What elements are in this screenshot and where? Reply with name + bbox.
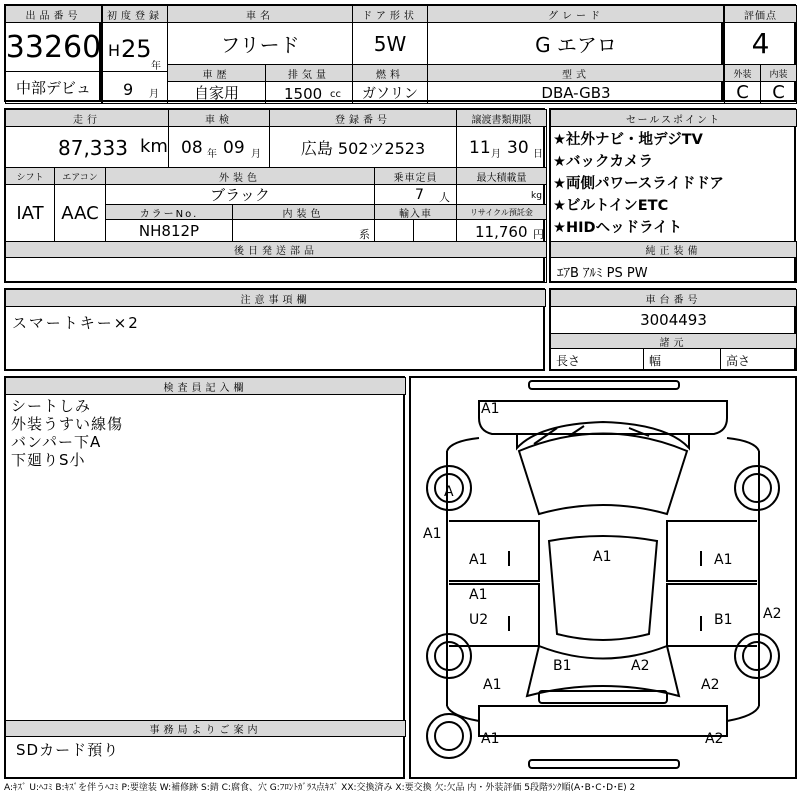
registration-number: 広島 502ツ2523 <box>269 126 457 168</box>
recycle-fee: 11,760 <box>475 223 528 241</box>
mark-a1-left-rear-door: A1 <box>469 587 488 603</box>
sales-point: ★両側パワースライドドア <box>553 176 724 192</box>
int-score: C <box>760 81 797 104</box>
later-parts-label: 後日発送部品 <box>5 241 547 258</box>
mileage-label: 走行 <box>5 109 169 127</box>
mark-a2-right-side: A2 <box>763 606 782 622</box>
mark-a1-left-fender: A1 <box>423 526 442 542</box>
cc-unit: cc <box>330 89 341 100</box>
chassis-number: 3004493 <box>550 306 797 334</box>
score-label: 評価点 <box>724 5 797 23</box>
grade: G エアロ <box>427 22 725 65</box>
grade-label: グレード <box>427 5 725 23</box>
door-label: ドア形状 <box>352 5 428 23</box>
km-unit: km <box>140 136 168 157</box>
mark-b1-rear-left: B1 <box>553 658 572 674</box>
equipment-label: 純正装備 <box>550 241 797 258</box>
month-unit: 月 <box>149 89 159 100</box>
door-type: 5W <box>352 22 428 65</box>
recycle-label: リサイクル預託金 <box>456 204 547 220</box>
mileage-cell <box>5 126 169 168</box>
chassis-label: 車台番号 <box>550 289 797 307</box>
sales-point: ★HIDヘッドライト <box>553 220 683 236</box>
sales-block <box>549 108 796 283</box>
fuel-label: 燃料 <box>352 64 428 82</box>
import-label: 輸入車 <box>374 204 457 220</box>
mark-a2-rear-bumper: A2 <box>705 731 724 747</box>
ext-color-label: 外装色 <box>105 167 375 185</box>
inspection-year-unit: 年 <box>207 149 217 160</box>
notes-text: スマートキー×2 <box>12 314 140 332</box>
details-block <box>4 108 545 283</box>
mark-a2-right-quarter: A2 <box>701 677 720 693</box>
mark-a1-left-quarter: A1 <box>483 677 502 693</box>
displacement: 1500 <box>284 85 323 103</box>
ext-score: C <box>724 81 761 104</box>
person-unit: 人 <box>439 191 450 204</box>
shift: IAT <box>5 184 55 242</box>
inspector-notes <box>11 397 123 469</box>
dims-label: 諸元 <box>550 333 797 349</box>
sales-points-list <box>553 129 724 239</box>
transfer-day-unit: 日 <box>533 149 543 160</box>
first-reg-year: 25 <box>121 35 152 63</box>
notes-label: 注意事項欄 <box>5 289 546 307</box>
width-label: 幅 <box>643 348 721 371</box>
ext-score-label: 外装 <box>724 64 761 82</box>
sales-points-label: セールスポイント <box>550 109 797 127</box>
max-load-cell <box>456 184 547 205</box>
notes-block <box>4 288 545 371</box>
chassis-block <box>549 288 796 371</box>
year-unit: 年 <box>151 61 161 72</box>
mark-a1-roof: A1 <box>593 549 612 565</box>
later-parts <box>5 257 547 283</box>
inspector-line: シートしみ <box>11 397 92 415</box>
inspector-block <box>4 376 405 779</box>
series-unit: 系 <box>359 228 370 241</box>
kg-unit: kg <box>531 191 542 201</box>
legend: A:ｷｽﾞ U:ﾍｺﾐ B:ｷｽﾞを伴うﾍｺﾐ P:要塗装 W:補修跡 S:錆 C:腐食、穴 G:ﾌﾛﾝﾄｶﾞﾗｽ点ｷｽﾞ XX:交換済み X:要交換 欠:欠品 内・外装評価 5段階ﾗﾝｸ順(A･B･C･D･E) 2 <box>4 783 636 793</box>
mark-a1-left-front-door: A1 <box>469 552 488 568</box>
equipment: ｴｱB ｱﾙﾐ PS PW <box>550 257 797 283</box>
first-reg-month: 9 <box>123 80 134 99</box>
color-no-label: カラーNo. <box>105 204 233 220</box>
transfer-cell <box>456 126 547 168</box>
mark-a2-rear-center: A2 <box>631 658 650 674</box>
inspection-label: 車検 <box>168 109 270 127</box>
fuel: ガソリン <box>352 81 428 104</box>
sales-point: ★社外ナビ・地デジTV <box>553 132 703 148</box>
registration-label: 登録番号 <box>269 109 457 127</box>
capacity: 7 <box>415 187 424 203</box>
mark-a-wheel: A <box>444 484 454 500</box>
history-label: 車歴 <box>167 64 266 82</box>
int-score-label: 内装 <box>760 64 797 82</box>
inspector-line: 外装うすい線傷 <box>11 415 124 433</box>
aircon-label: エアコン <box>54 167 106 185</box>
car-name-label: 車名 <box>167 5 353 23</box>
color-no: NH812P <box>105 219 233 242</box>
inspector-label: 検査員記入欄 <box>5 377 406 395</box>
model-code: DBA-GB3 <box>427 81 725 104</box>
mark-b1-right-rear: B1 <box>714 612 733 628</box>
mark-a1-right-front-door: A1 <box>714 552 733 568</box>
import-cell-b <box>413 219 457 242</box>
inspection-month: 09 <box>223 138 245 158</box>
transfer-label: 譲渡書類期限 <box>456 109 547 127</box>
office-text: SDカード預り <box>16 741 120 759</box>
capacity-cell <box>374 184 457 205</box>
yen-unit: 円 <box>533 228 544 241</box>
inspector-line: バンパー下A <box>11 433 102 451</box>
height-label: 高さ <box>720 348 797 371</box>
inspection-year: 08 <box>181 138 203 158</box>
ext-color: ブラック <box>105 184 375 205</box>
auction-event: 中部デビュ <box>5 71 102 104</box>
int-color-label: 内装色 <box>232 204 375 220</box>
vehicle-header <box>101 4 723 102</box>
header-block <box>4 4 101 102</box>
transfer-month: 11 <box>469 138 491 158</box>
inspection-cell <box>168 126 270 168</box>
capacity-label: 乗車定員 <box>374 167 457 185</box>
recycle-cell <box>456 219 547 242</box>
transfer-day: 30 <box>507 138 529 158</box>
mark-a1-rear-bumper: A1 <box>481 731 500 747</box>
model-label: 型式 <box>427 64 725 82</box>
overall-score: 4 <box>724 22 797 65</box>
import-cell-a <box>374 219 414 242</box>
lot-number: 33260 <box>5 22 102 72</box>
inspector-line: 下廻りS小 <box>11 451 86 469</box>
first-reg-month-cell <box>102 71 168 104</box>
damage-diagram <box>409 376 797 779</box>
first-reg-year-cell <box>102 22 168 72</box>
score-block <box>723 4 796 102</box>
int-color-cell <box>232 219 375 242</box>
mark-u2-left: U2 <box>469 612 489 628</box>
lot-label: 出品番号 <box>5 5 102 23</box>
office-label: 事務局よりご案内 <box>5 720 406 737</box>
mark-a1-top: A1 <box>481 401 500 417</box>
car-name: フリード <box>167 22 353 65</box>
displacement-label: 排気量 <box>265 64 353 82</box>
max-load-label: 最大積載量 <box>456 167 547 185</box>
sales-point: ★バックカメラ <box>553 154 653 170</box>
mileage: 87,333 <box>58 136 128 160</box>
displacement-cell <box>265 81 353 104</box>
era: H <box>108 41 121 60</box>
inspection-month-unit: 月 <box>251 149 261 160</box>
length-label: 長さ <box>550 348 644 371</box>
aircon: AAC <box>54 184 106 242</box>
shift-label: シフト <box>5 167 55 185</box>
sales-point: ★ビルトインETC <box>553 198 669 214</box>
history: 自家用 <box>167 81 266 104</box>
transfer-month-unit: 月 <box>491 149 501 160</box>
first-reg-label: 初度登録 <box>102 5 168 23</box>
